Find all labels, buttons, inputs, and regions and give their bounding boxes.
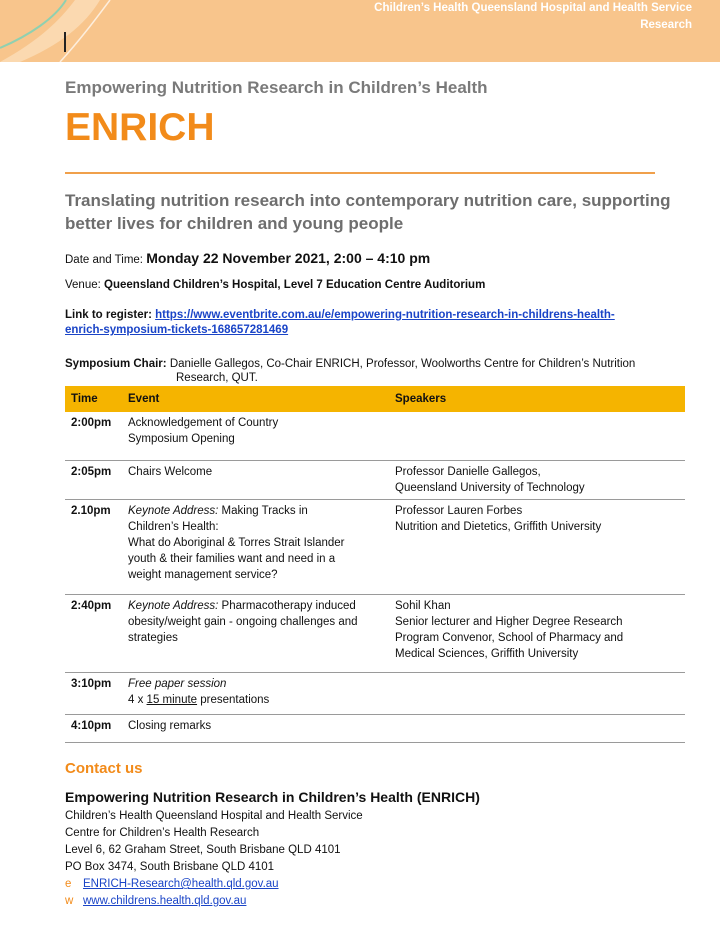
datetime-line <box>65 250 430 266</box>
register-line <box>65 308 615 338</box>
event-line <box>128 692 383 708</box>
document-kicker: Empowering Nutrition Research in Children’s Health <box>65 78 488 97</box>
venue-label: Venue: <box>65 279 101 291</box>
event-line <box>128 598 383 614</box>
row-speakers <box>389 672 685 714</box>
table-row <box>65 499 685 594</box>
event-italic: Keynote Address: <box>128 504 219 517</box>
event-line: youth & their families want and need in a <box>128 552 336 565</box>
document-title: ENRICH <box>65 106 215 149</box>
schedule-table <box>65 386 685 743</box>
contact-organisation: Empowering Nutrition Research in Children’s Health (ENRICH) <box>65 789 480 805</box>
speaker-line: Sohil Khan <box>395 599 451 612</box>
table-row <box>65 412 685 460</box>
contact-line: Level 6, 62 Graham Street, South Brisbane QLD 4101 <box>65 844 341 856</box>
speaker-line: Medical Sciences, Griffith University <box>395 647 579 660</box>
row-time: 4:10pm <box>65 714 122 742</box>
contact-web-row <box>65 893 363 910</box>
symposium-chair <box>65 357 685 385</box>
table-row <box>65 714 685 742</box>
event-line <box>128 503 383 519</box>
contact-details <box>65 808 363 910</box>
event-line: Symposium Opening <box>128 433 235 445</box>
event-text: Making Tracks in <box>218 504 308 517</box>
row-speakers <box>389 594 685 672</box>
datetime-label: Date and Time: <box>65 254 143 266</box>
event-text: Pharmacotherapy induced <box>218 599 356 612</box>
row-event <box>122 594 389 672</box>
event-italic: Keynote Address: <box>128 599 219 612</box>
row-time: 2:40pm <box>65 594 122 672</box>
venue-value: Queensland Children’s Hospital, Level 7 Education Centre Auditorium <box>104 279 486 291</box>
row-speakers <box>389 412 685 460</box>
row-speakers <box>389 499 685 594</box>
row-speakers <box>389 714 685 742</box>
event-line: strategies <box>128 631 178 644</box>
event-line: What do Aboriginal & Torres Strait Islander <box>128 536 345 549</box>
header-speakers: Speakers <box>389 386 685 412</box>
row-event <box>122 714 389 742</box>
row-event <box>122 460 389 499</box>
row-speakers <box>389 460 685 499</box>
event-line: Closing remarks <box>128 719 212 732</box>
web-label: w <box>65 895 74 907</box>
chair-label: Symposium Chair: <box>65 358 167 370</box>
speaker-line: Senior lecturer and Higher Degree Research <box>395 615 623 628</box>
speaker-line: Professor Lauren Forbes <box>395 504 523 517</box>
datetime-value: Monday 22 November 2021, 2:00 – 4:10 pm <box>146 250 431 266</box>
row-event <box>122 499 389 594</box>
register-link[interactable]: https://www.eventbrite.com.au/e/empowering-nutrition-research-in-childrens-health- <box>155 309 615 321</box>
email-label: e <box>65 878 72 890</box>
speaker-line: Professor Danielle Gallegos, <box>395 465 541 478</box>
banner-organisation: Children’s Health Queensland Hospital and Health Service <box>374 2 692 14</box>
header-event: Event <box>122 386 389 412</box>
row-time: 3:10pm <box>65 672 122 714</box>
document-subtitle: Translating nutrition research into contemporary nutrition care, supporting better lives for children and young people <box>65 191 671 233</box>
venue-line <box>65 279 485 291</box>
row-time: 2:05pm <box>65 460 122 499</box>
website-link[interactable]: www.childrens.health.qld.gov.au <box>83 895 247 907</box>
email-link[interactable]: ENRICH-Research@health.qld.gov.au <box>83 878 279 890</box>
contact-line: Centre for Children’s Health Research <box>65 827 260 839</box>
contact-line: Children’s Health Queensland Hospital and Health Service <box>65 810 363 822</box>
header-banner <box>0 0 720 62</box>
table-row <box>65 672 685 714</box>
header-time: Time <box>65 386 122 412</box>
event-underlined: 15 minute <box>146 693 198 706</box>
event-line: weight management service? <box>128 568 278 581</box>
row-event <box>122 672 389 714</box>
event-line: Children’s Health: <box>128 520 219 533</box>
speaker-line: Nutrition and Dietetics, Griffith University <box>395 520 602 533</box>
chair-line-1: Danielle Gallegos, Co-Chair ENRICH, Professor, Woolworths Centre for Children’s Nutrition <box>169 358 636 370</box>
contact-email-row <box>65 876 363 893</box>
register-link-continued[interactable]: enrich-symposium-tickets-168657281469 <box>65 324 289 336</box>
table-row <box>65 460 685 499</box>
contact-line: PO Box 3474, South Brisbane QLD 4101 <box>65 861 275 873</box>
title-divider <box>65 172 655 174</box>
event-italic: Free paper session <box>128 677 227 690</box>
row-time: 2.10pm <box>65 499 122 594</box>
schedule-header-row <box>65 386 685 412</box>
row-event <box>122 412 389 460</box>
register-label: Link to register: <box>65 309 152 321</box>
event-line: Chairs Welcome <box>128 465 213 478</box>
banner-department: Research <box>640 19 692 31</box>
event-text: 4 x <box>128 693 147 706</box>
row-time: 2:00pm <box>65 412 122 460</box>
table-row <box>65 594 685 672</box>
speaker-line: Program Convenor, School of Pharmacy and <box>395 631 624 644</box>
speaker-line: Queensland University of Technology <box>395 481 585 494</box>
event-line: obesity/weight gain - ongoing challenges and <box>128 615 358 628</box>
event-text: presentations <box>197 693 270 706</box>
event-line: Acknowledgement of Country <box>128 417 279 429</box>
contact-heading: Contact us <box>65 760 143 777</box>
chair-line-2: Research, QUT. <box>176 372 258 384</box>
